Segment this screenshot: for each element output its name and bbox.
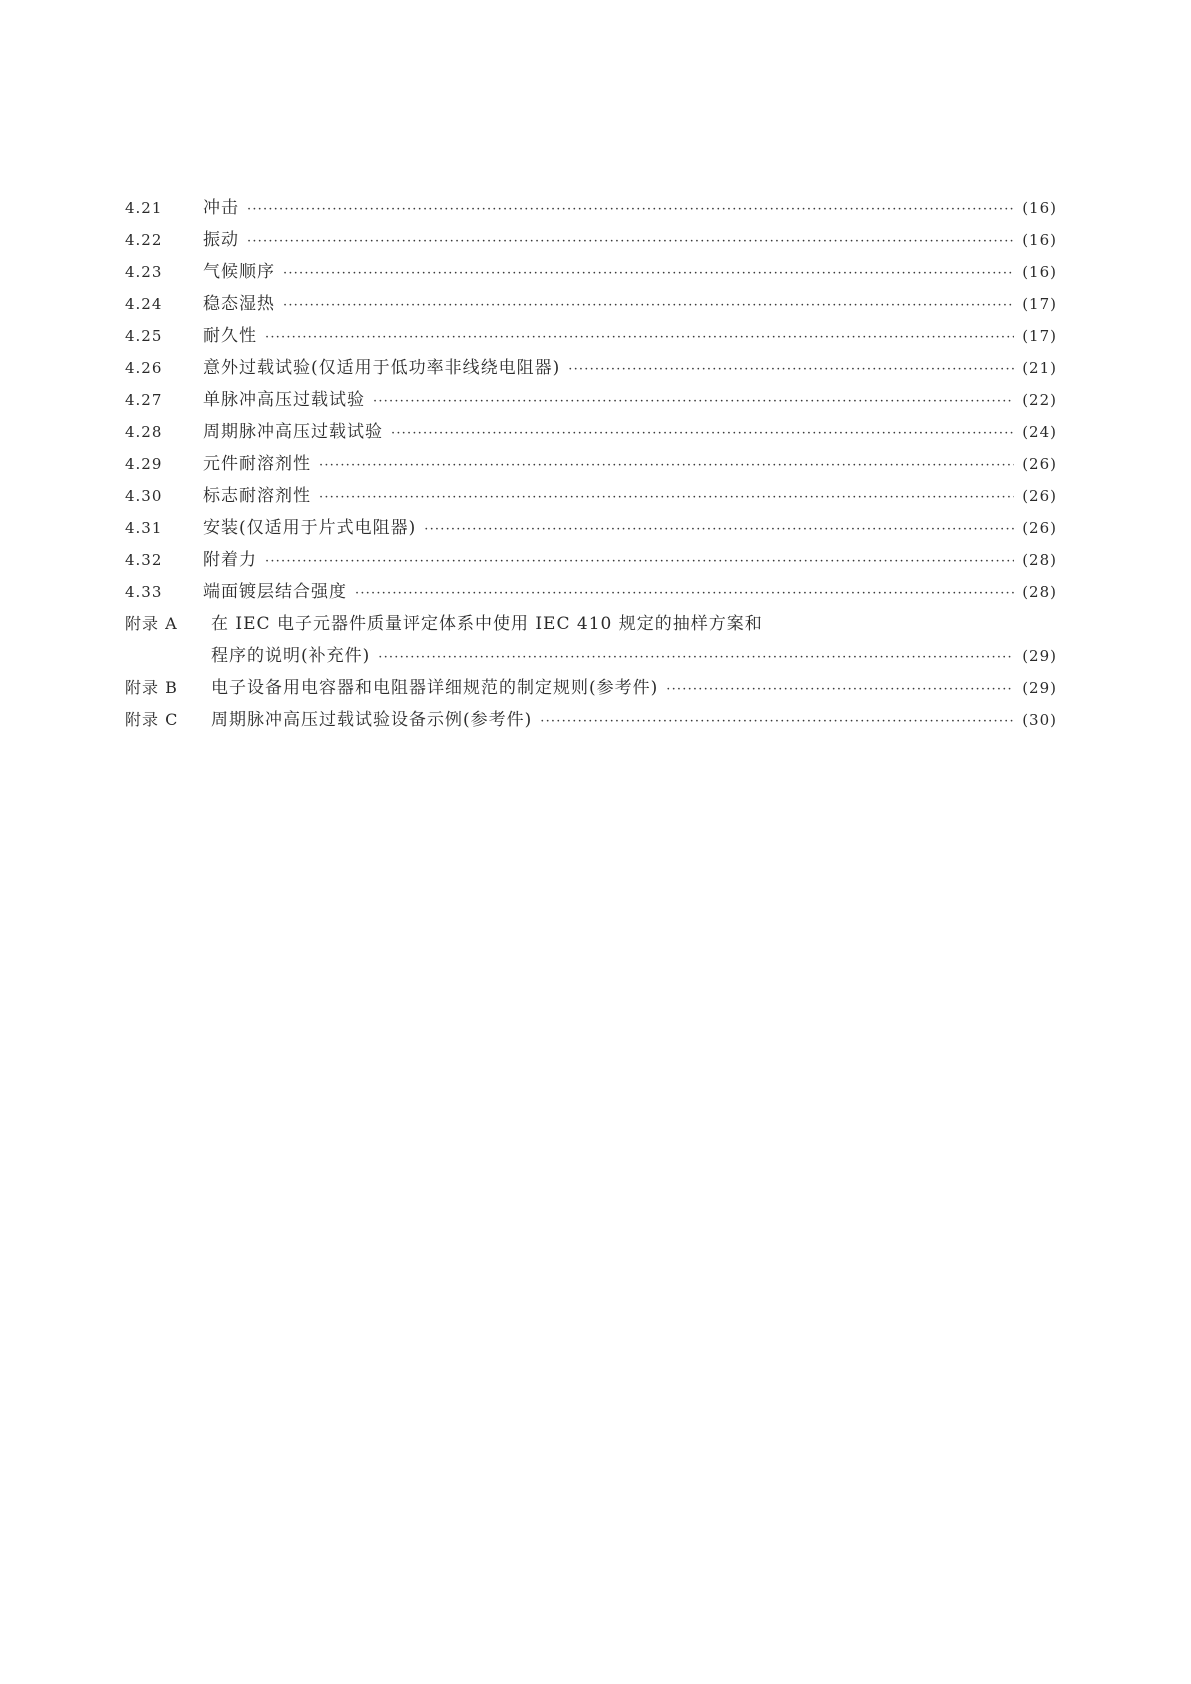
toc-entry-title: 安装(仅适用于片式电阻器) xyxy=(203,518,417,538)
toc-entry[interactable] xyxy=(125,448,1057,480)
toc-entry-number: 4.32 xyxy=(125,551,163,569)
toc-appendix-b[interactable] xyxy=(125,672,1057,704)
toc-appendix-title: 周期脉冲高压过载试验设备示例(参考件) xyxy=(211,710,533,730)
toc-entry[interactable] xyxy=(125,544,1057,576)
dot-leader xyxy=(378,642,1014,674)
toc-entry[interactable] xyxy=(125,384,1057,416)
dot-leader xyxy=(265,322,1014,354)
toc-entry-title: 冲击 xyxy=(203,198,239,218)
toc-entry-page: (26) xyxy=(1022,487,1057,505)
toc-appendix-title-continued: 程序的说明(补充件) xyxy=(211,646,371,666)
toc-entry-page: (30) xyxy=(1022,711,1057,729)
toc-appendix-a-continued[interactable] xyxy=(125,640,1057,672)
toc-entry[interactable] xyxy=(125,352,1057,384)
toc-entry-number: 4.23 xyxy=(125,263,163,281)
toc-entry-title: 意外过载试验(仅适用于低功率非线绕电阻器) xyxy=(203,358,561,378)
toc-entry-number: 4.29 xyxy=(125,455,163,473)
dot-leader xyxy=(424,514,1014,546)
dot-leader xyxy=(355,578,1014,610)
toc-entry-title: 附着力 xyxy=(203,550,257,570)
dot-leader xyxy=(265,546,1014,578)
toc-entry-number: 4.27 xyxy=(125,391,163,409)
toc-entry-title: 振动 xyxy=(203,230,239,250)
toc-entry-page: (16) xyxy=(1022,263,1057,281)
toc-entry-number: 4.30 xyxy=(125,487,163,505)
toc-entry-title: 元件耐溶剂性 xyxy=(203,454,311,474)
toc-appendix-title: 在 IEC 电子元器件质量评定体系中使用 IEC 410 规定的抽样方案和 xyxy=(211,614,763,634)
toc-appendix-label: 附录 A xyxy=(125,614,178,633)
toc-entry-title: 单脉冲高压过载试验 xyxy=(203,390,365,410)
toc-entry-page: (26) xyxy=(1022,519,1057,537)
toc-appendix-label: 附录 C xyxy=(125,710,179,729)
toc-entry-page: (17) xyxy=(1022,327,1057,345)
dot-leader xyxy=(283,258,1014,290)
dot-leader xyxy=(540,706,1014,738)
toc-entry-page: (16) xyxy=(1022,231,1057,249)
dot-leader xyxy=(247,194,1014,226)
toc-entry-page: (26) xyxy=(1022,455,1057,473)
toc-entry-number: 4.26 xyxy=(125,359,163,377)
dot-leader xyxy=(283,290,1014,322)
toc-entry[interactable] xyxy=(125,192,1057,224)
toc-entry-page: (28) xyxy=(1022,551,1057,569)
toc-entry-title: 稳态湿热 xyxy=(203,294,275,314)
toc-entry-title: 标志耐溶剂性 xyxy=(203,486,311,506)
toc-entry-title: 耐久性 xyxy=(203,326,257,346)
toc-entry-number: 4.21 xyxy=(125,199,163,217)
toc-entry-page: (24) xyxy=(1022,423,1057,441)
dot-leader xyxy=(391,418,1014,450)
dot-leader xyxy=(666,674,1014,706)
toc-appendix-c[interactable] xyxy=(125,704,1057,736)
toc-entry-page: (28) xyxy=(1022,583,1057,601)
toc-entry-number: 4.24 xyxy=(125,295,163,313)
toc-entry[interactable] xyxy=(125,224,1057,256)
toc-entry[interactable] xyxy=(125,288,1057,320)
toc-entry[interactable] xyxy=(125,576,1057,608)
toc-entry-number: 4.33 xyxy=(125,583,163,601)
toc-appendix-title: 电子设备用电容器和电阻器详细规范的制定规则(参考件) xyxy=(211,678,659,698)
toc-entry-number: 4.22 xyxy=(125,231,163,249)
dot-leader xyxy=(568,354,1014,386)
toc-entry[interactable] xyxy=(125,480,1057,512)
toc-appendix-a[interactable] xyxy=(125,608,1057,640)
toc-entry-page: (22) xyxy=(1022,391,1057,409)
toc-entry-number: 4.28 xyxy=(125,423,163,441)
toc-entry-title: 气候顺序 xyxy=(203,262,275,282)
dot-leader xyxy=(319,482,1014,514)
toc-entry-page: (29) xyxy=(1022,647,1057,665)
toc-entry-number: 4.25 xyxy=(125,327,163,345)
toc-entry-page: (29) xyxy=(1022,679,1057,697)
dot-leader xyxy=(247,226,1014,258)
toc-entry-page: (17) xyxy=(1022,295,1057,313)
toc-entry[interactable] xyxy=(125,320,1057,352)
table-of-contents xyxy=(125,192,1057,736)
toc-entry-number: 4.31 xyxy=(125,519,163,537)
dot-leader xyxy=(319,450,1014,482)
toc-appendix-label: 附录 B xyxy=(125,678,178,697)
toc-entry-page: (21) xyxy=(1022,359,1057,377)
toc-entry[interactable] xyxy=(125,512,1057,544)
dot-leader xyxy=(373,386,1014,418)
toc-entry[interactable] xyxy=(125,416,1057,448)
toc-entry-title: 周期脉冲高压过载试验 xyxy=(203,422,383,442)
toc-entry[interactable] xyxy=(125,256,1057,288)
toc-entry-title: 端面镀层结合强度 xyxy=(203,582,347,602)
toc-entry-page: (16) xyxy=(1022,199,1057,217)
